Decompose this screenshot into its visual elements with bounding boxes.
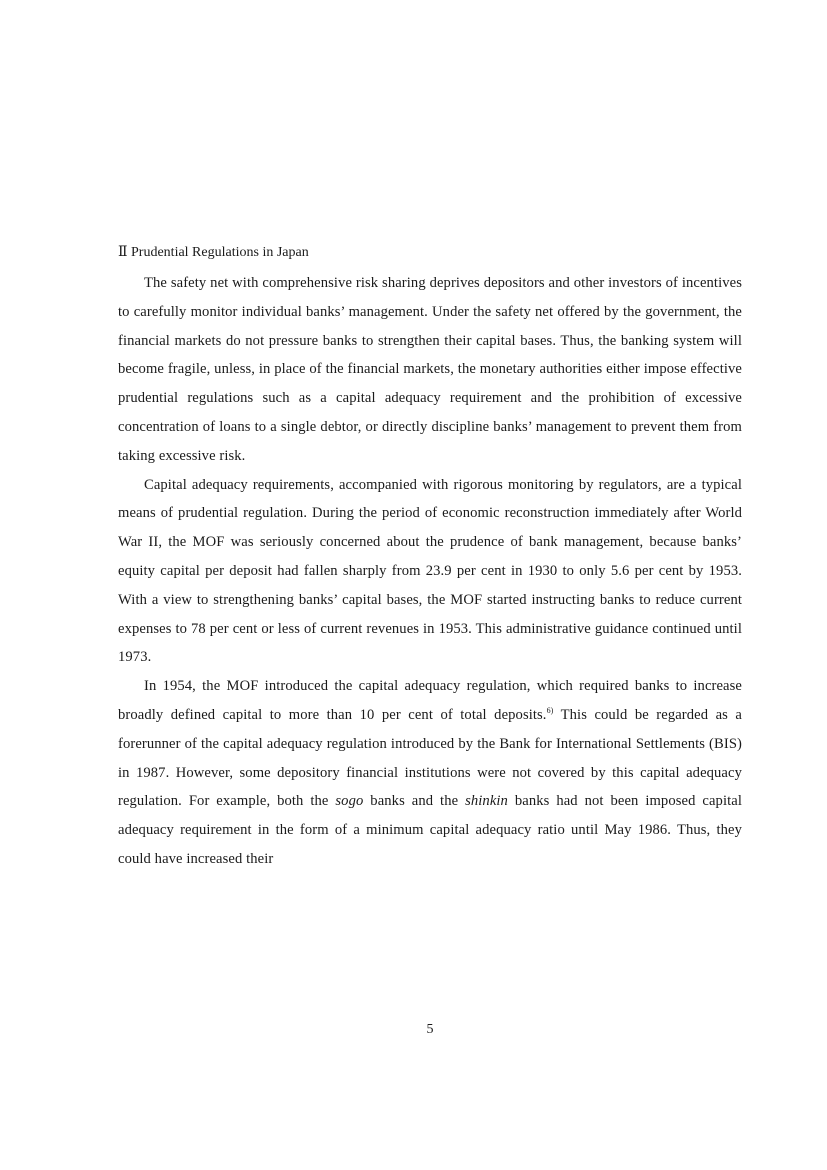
italic-term-shinkin: shinkin [465, 793, 508, 810]
paragraph-3-text-c: banks and the [363, 793, 466, 810]
paragraph-3-text-a: In 1954, the MOF introduced the capital adequacy regulation, which required banks to increase broadly defined capital to more than 10 per cent of total deposits. [118, 678, 742, 723]
page-number: 5 [426, 1022, 434, 1037]
paragraph-3-text-b: This could be regarded as a forerunner of the capital adequacy regulation introduced by the Bank for International Settlements (BIS) in 1987. However, some depository financial institutions were not covered by this capital adequacy regulation. For example, both the [118, 706, 743, 810]
paragraph-3-text-d: banks had not been imposed capital adequacy requirement in the form of a minimum capital adequacy ratio until May 1986. Thus, they could have increased their [118, 793, 742, 867]
paragraph-3 [118, 672, 742, 874]
body-text [118, 269, 742, 874]
paragraph-1: The safety net with comprehensive risk sharing deprives depositors and other investors of incentives to carefully monitor individual banks’ management. Under the safety net offered by the government, the financial markets do not pressure banks to strengthen their capital bases. Thus, the banking system will become fragile, unless, in place of the financial markets, the monetary authorities either impose effective prudential regulations such as a capital adequacy requirement and the prohibition of excessive concentration of loans to a single debtor, or directly discipline banks’ management to prevent them from taking excessive risk. [118, 275, 742, 464]
italic-term-sogo: sogo [335, 793, 364, 810]
footnote-marker: 6) [546, 706, 554, 716]
paragraph-2: Capital adequacy requirements, accompanied with rigorous monitoring by regulators, are a typical means of prudential regulation. During the period of economic reconstruction immediately after World War II, the MOF was seriously concerned about the prudence of bank management, because banks’ equity capital per deposit had fallen sharply from 23.9 per cent in 1930 to only 5.6 per cent by 1953. With a view to strengthening banks’ capital bases, the MOF started instructing banks to reduce current expenses to 78 per cent or less of current revenues in 1953. This administrative guidance continued until 1973. [118, 476, 742, 666]
section-heading: Ⅱ Prudential Regulations in Japan [118, 245, 309, 260]
